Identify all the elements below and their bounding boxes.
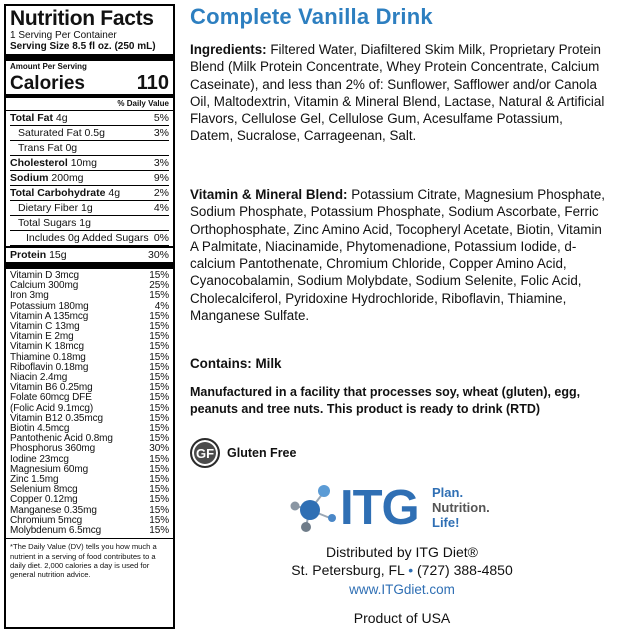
calories-value: 110 [136,72,169,94]
nutrient-dv: 0% [153,232,169,244]
vitamin-name: Zinc 1.5mg [10,474,59,486]
vitamin-blend-text: Potassium Citrate, Magnesium Phosphate, Sodium Phosphate, Potassium Phosphate, Sodium Ascorbate, Ferric Orthophosphate, Zinc Amino Acid, Tocopheryl Acetate, Biotin, Vitamin A Palmitate, Niacinamide, Phytomenadione, Potassium Iodide, d-calcium Pantothenate, Chromium Chloride, Copper Amino Acid, Cyanocobalamin, Sodium Molybdate, Sodium Selenite, Folic Acid, Cholecalciferol, Pyridoxine Hydrochloride, Riboflavin, Thiamine, Manganese Sulfate. [190,187,606,324]
vitamin-name: Biotin 4.5mcg [10,423,70,435]
vitamin-name: Vitamin K 18mcg [10,341,84,353]
nutrient-label: Total Fat [10,112,53,124]
vitamin-dv: 15% [149,504,169,516]
nutrient-amount: 0.5g [84,127,105,139]
nutrient-name [10,156,97,170]
nutrient-name [18,201,93,215]
vitamin-name: Magnesium 60mg [10,463,89,475]
vitamin-dv: 15% [149,351,169,363]
vitamin-dv: 15% [149,402,169,414]
vitamin-name: Iron 3mg [10,290,49,302]
logo-tagline [432,485,490,530]
vitamin-name: Copper 0.12mg [10,494,78,506]
nutrient-name [18,216,91,230]
vitamin-dv: 30% [149,443,169,455]
protein-amount: 15g [49,249,67,261]
nutrient-dv: 2% [153,187,169,199]
vitamin-dv: 15% [149,372,169,384]
nutrient-row [10,186,169,201]
nutrient-dv: 5% [153,112,169,124]
vitamin-name: Vitamin B6 0.25mg [10,382,93,394]
manufacturing-statement: Manufactured in a facility that processes soy, wheat (gluten), egg, peanuts and tree nuts. This product is ready to drink (RTD) [190,385,581,416]
vitamin-name: Iodine 23mcg [10,453,69,465]
servings-per-container: 1 Serving Per Container [10,30,117,41]
vitamin-dv: 25% [149,280,169,292]
nutrient-label: Dietary Fiber [18,202,79,214]
vitamin-dv: 15% [149,321,169,333]
daily-value-footnote: *The Daily Value (DV) tells you how much a nutrient in a serving of food contributes to a daily diet. 2,000 calories a day is used for general nutrition advice. [6,538,173,579]
vitamin-name: Vitamin E 2mg [10,331,74,343]
gluten-free-label: Gluten Free [227,446,297,460]
nutrient-dv: 3% [153,157,169,169]
nutrient-label: Sodium [10,172,49,184]
nutrient-label: Includes [26,232,66,244]
vitamin-blend-paragraph [190,186,606,324]
nutrient-row [10,156,169,171]
vitamin-name: Manganese 0.35mg [10,504,97,516]
vitamin-name: (Folic Acid 9.1mcg) [10,402,94,414]
vitamin-dv: 15% [149,331,169,343]
protein-row [10,248,169,262]
nutrient-label: Cholesterol [10,157,68,169]
nutrient-amount: 10mg [70,157,97,169]
nutrient-name [18,141,77,155]
nutrient-name [18,126,105,140]
ingredients-paragraph [190,41,606,145]
nutrient-name [10,186,120,200]
nutrient-label: Total Sugars [18,217,77,229]
nutrient-amount: 1g [79,217,91,229]
phone-number: (727) 388-4850 [417,562,513,578]
nutrient-row [10,231,169,246]
vitamin-dv: 4% [154,300,169,312]
daily-value-header: % Daily Value [6,98,173,111]
tagline-plan: Plan. [432,485,464,500]
nutrient-row [10,171,169,186]
nutrient-row [10,141,169,156]
product-info [190,0,614,635]
protein-dv: 30% [147,249,169,261]
gluten-free-badge-row [190,438,296,468]
vitamin-dv: 15% [149,494,169,506]
nutrient-row [10,111,169,126]
nutrient-amount: 0g Added Sugars [68,232,149,244]
product-title: Complete Vanilla Drink [190,4,433,29]
vitamin-dv: 15% [149,463,169,475]
nutrition-facts-title: Nutrition Facts [10,7,154,30]
tagline-life: Life! [432,515,460,530]
vitamin-name: Calcium 300mg [10,280,79,292]
protein-label: Protein [10,249,47,261]
vitamin-name: Folate 60mcg DFE [10,392,92,404]
vitamin-dv: 15% [149,514,169,526]
vitamin-dv: 15% [149,474,169,486]
gluten-free-icon: GF [190,438,220,468]
vitamin-name: Phosphorus 360mg [10,443,96,455]
vitamin-dv: 15% [149,310,169,322]
vitamin-name: Molybdenum 6.5mcg [10,525,102,537]
nutrient-dv: 4% [153,202,169,214]
thick-divider [6,54,173,61]
vitamin-name: Potassium 180mg [10,300,89,312]
nutrient-rows [10,111,169,246]
nutrition-facts-panel [4,4,175,629]
country-of-origin: Product of USA [353,610,451,626]
nutrient-name [10,171,84,185]
vitamin-name: Vitamin C 13mg [10,321,80,333]
logo-wordmark: ITG [340,481,419,535]
vitamin-name: Vitamin B12 0.35mcg [10,412,103,424]
vitamin-name: Selenium 8mcg [10,484,78,496]
vitamin-dv: 15% [149,361,169,373]
vitamin-dv: 15% [149,270,169,281]
nutrient-amount: 0g [65,142,78,154]
vitamin-name: Niacin 2.4mg [10,372,68,384]
vitamin-dv: 15% [149,453,169,465]
vitamin-dv: 15% [149,290,169,302]
vitamin-name: Riboflavin 0.18mg [10,361,89,373]
vitamin-dv: 15% [149,423,169,435]
vitamin-dv: 15% [149,433,169,445]
vitamin-dv: 15% [149,525,169,537]
nutrient-label: Total Carbohydrate [10,187,106,199]
serving-size: Serving Size 8.5 fl oz. (250 mL) [10,41,156,52]
calories-label: Calories [10,73,85,94]
nutrient-dv: 9% [153,172,169,184]
nutrient-amount: 200mg [51,172,84,184]
nutrient-amount: 1g [81,202,93,214]
vitamin-blend-label: Vitamin & Mineral Blend: [190,187,348,202]
nutrient-row [10,201,169,216]
vitamin-name: Vitamin D 3mcg [10,270,79,281]
distributed-by: Distributed by ITG Diet® [326,544,478,560]
nutrient-amount: 4g [108,187,121,199]
vitamin-list [10,269,169,538]
contact-line [190,562,614,579]
vitamin-dv: 15% [149,412,169,424]
nutrient-label: Saturated Fat [18,127,82,139]
nutrient-amount: 4g [55,112,68,124]
vitamin-name: Vitamin A 135mcg [10,310,89,322]
ingredients-label: Ingredients: [190,42,267,57]
tagline-nutrition: Nutrition. [432,500,490,515]
vitamin-dv: 15% [149,392,169,404]
city: St. Petersburg, FL [291,562,405,578]
nutrient-label: Trans Fat [18,142,63,154]
vitamin-dv: 15% [149,484,169,496]
bullet-separator: • [408,562,414,578]
vitamin-row [10,526,169,536]
vitamin-name: Thiamine 0.18mg [10,351,86,363]
vitamin-dv: 15% [149,382,169,394]
nutrient-row [10,126,169,141]
molecule-icon [286,480,346,538]
nutrient-dv: 3% [153,127,169,139]
contains-allergens: Contains: Milk [190,356,282,371]
nutrient-name [10,111,68,125]
nutrient-row [10,216,169,231]
thick-divider-vitamins [6,262,173,269]
itg-logo [286,480,516,538]
vitamin-name: Chromium 5mcg [10,514,83,526]
amount-per-serving: Amount Per Serving [10,62,87,71]
website-link[interactable]: www.ITGdiet.com [349,582,455,597]
nutrient-name [26,231,149,245]
ingredients-text: Filtered Water, Diafiltered Skim Milk, Proprietary Protein Blend (Milk Protein Concentrate, Whey Protein Concentrate, Calcium Caseinate), and less than 2% of: Sunflower, Safflower and/or Canola Oil, Maltodextrin, Vitamin & Mineral Blend, Lactase, Natural & Artificial Flavors, Cellulose Gel, Cellulose Gum, Acesulfame Potassium, Datem, Sucralose, Carrageenan, Salt. [190,42,605,144]
vitamin-name: Pantothenic Acid 0.8mg [10,433,113,445]
vitamin-dv: 15% [149,341,169,353]
calories-row [10,72,169,94]
